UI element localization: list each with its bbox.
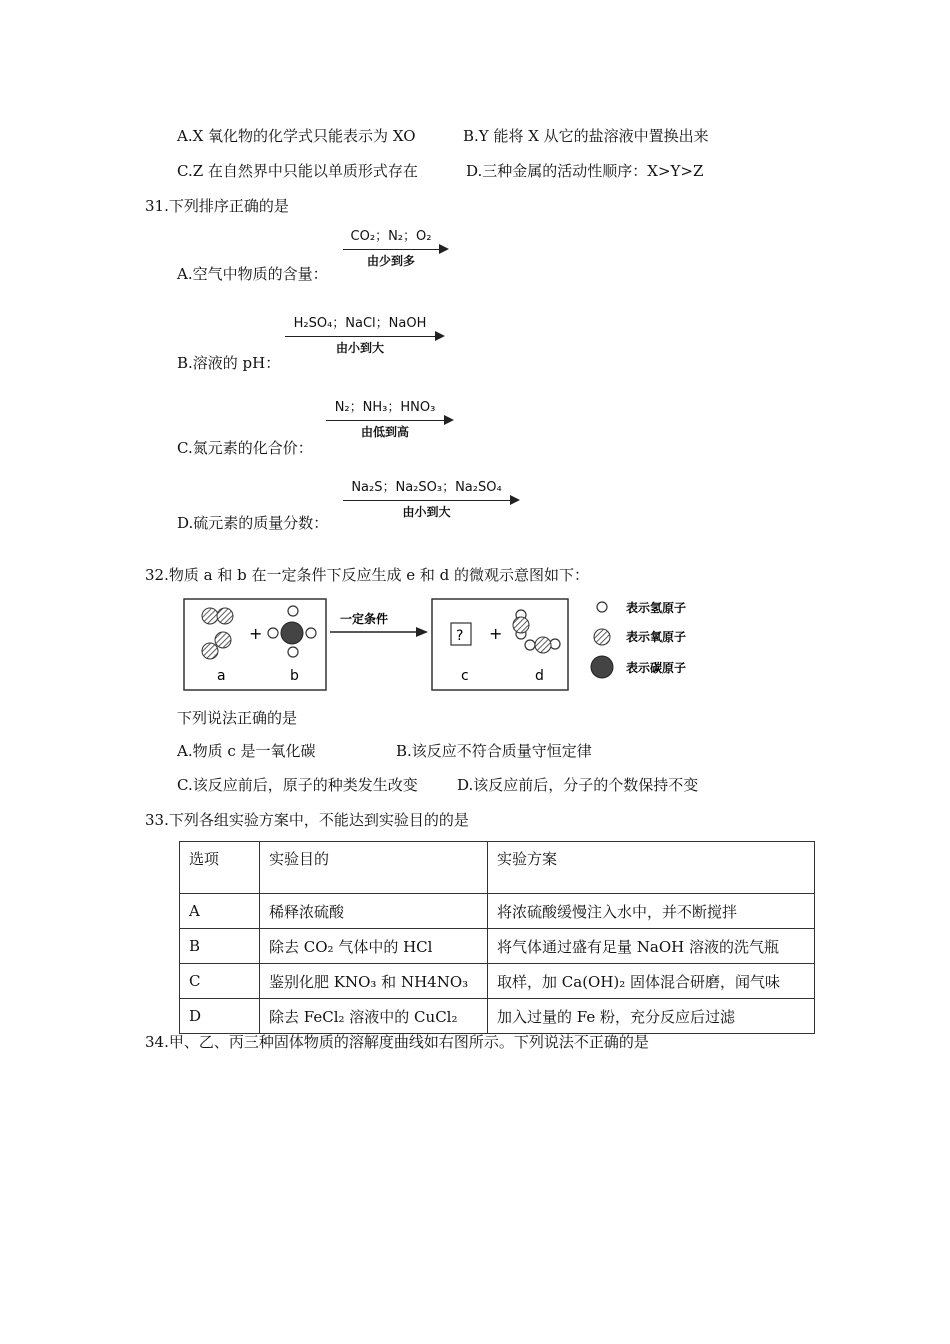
table-row [180,999,815,1034]
reaction-arrow-head [416,627,428,637]
legend-oxygen: 表示氧原子 [626,630,687,644]
q32-option-b: B.该反应不符合质量守恒定律 [396,742,592,760]
table-row [180,929,815,964]
q31-option-d-arrow [343,480,520,524]
row-a-option: A [180,894,260,929]
header-purpose: 实验目的 [260,842,488,894]
q31-option-b-label: B.溶液的 pH： [177,354,281,372]
row-b-option: B [180,929,260,964]
row-d-purpose: 除去 FeCl₂ 溶液中的 CuCl₂ [260,999,488,1034]
q31-option-d-label: D.硫元素的质量分数： [177,514,329,532]
plus-sign-right: + [489,624,503,643]
q30-option-c: C.Z 在自然界中只能以单质形式存在 [177,162,418,180]
label-a: a [217,668,226,684]
q31-option-b-arrow [285,316,445,360]
row-c-purpose: 鉴别化肥 KNO₃ 和 NH4NO₃ [260,964,488,999]
q32-option-c: C.该反应前后，原子的种类发生改变 [177,776,418,794]
q32-option-a: A.物质 c 是一氧化碳 [177,742,316,760]
row-c-plan: 取样，加 Ca(OH)₂ 固体混合研磨，闻气味 [488,964,815,999]
legend-oxygen-icon [594,629,610,645]
q32-prompt: 下列说法正确的是 [177,709,298,727]
molecule-a [202,608,233,659]
reaction-condition: 一定条件 [340,612,389,626]
q30-option-d: D.三种金属的活动性顺序：X>Y>Z [466,162,704,180]
row-a-plan: 将浓硫酸缓慢注入水中，并不断搅拌 [488,894,815,929]
table-row [180,894,815,929]
q31-option-a-sequence: CO₂；N₂；O₂ [350,229,432,244]
q31-option-a-label: A.空气中物质的含量： [177,265,328,283]
row-b-plan: 将气体通过盛有足量 NaOH 溶液的洗气瓶 [488,929,815,964]
q31-option-d-sequence: Na₂S；Na₂SO₃；Na₂SO₄ [351,480,502,495]
q32-option-d: D.该反应前后，分子的个数保持不变 [457,776,699,794]
row-b-purpose: 除去 CO₂ 气体中的 HCl [260,929,488,964]
q31-option-a-arrow [343,229,449,273]
table-row [180,964,815,999]
q32-stem: 32.物质 a 和 b 在一定条件下反应生成 e 和 d 的微观示意图如下： [145,566,590,584]
legend-carbon-icon [591,656,613,678]
q33-stem: 33.下列各组实验方案中，不能达到实验目的的是 [145,811,469,829]
q30-option-a: A.X 氧化物的化学式只能表示为 XO [177,127,416,145]
q31-option-b-sequence: H₂SO₄；NaCl；NaOH [293,316,427,331]
row-c-option: C [180,964,260,999]
experiment-table [179,841,815,1034]
q31-option-a-order: 由少到多 [366,254,415,268]
q31-option-c-label: C.氮元素的化合价： [177,439,313,457]
table-header-row [180,842,815,894]
label-d: d [535,668,544,684]
legend-hydrogen-icon [597,602,607,612]
legend-hydrogen: 表示氢原子 [626,601,687,615]
q31-option-d-order: 由小到大 [402,505,451,519]
molecule-b [268,606,316,657]
q31-option-b-order: 由小到大 [335,341,384,355]
unknown-mark: ? [456,628,464,644]
label-c: c [461,668,469,684]
header-plan: 实验方案 [488,842,815,894]
label-b: b [290,668,299,684]
row-d-option: D [180,999,260,1034]
q34-stem: 34.甲、乙、丙三种固体物质的溶解度曲线如右图所示。下列说法不正确的是 [145,1033,649,1051]
q31-option-c-order: 由低到高 [360,425,409,439]
q31-stem: 31.下列排序正确的是 [145,197,289,215]
q30-option-b: B.Y 能将 X 从它的盐溶液中置换出来 [463,127,709,145]
row-d-plan: 加入过量的 Fe 粉，充分反应后过滤 [488,999,815,1034]
legend-carbon: 表示碳原子 [626,661,687,675]
row-a-purpose: 稀释浓硫酸 [260,894,488,929]
header-option: 选项 [180,842,260,894]
molecule-d [513,610,560,653]
plus-sign-left: + [249,624,263,643]
q31-option-c-sequence: N₂；NH₃；HNO₃ [334,400,436,415]
reaction-diagram [180,594,720,694]
q31-option-c-arrow [326,400,454,444]
